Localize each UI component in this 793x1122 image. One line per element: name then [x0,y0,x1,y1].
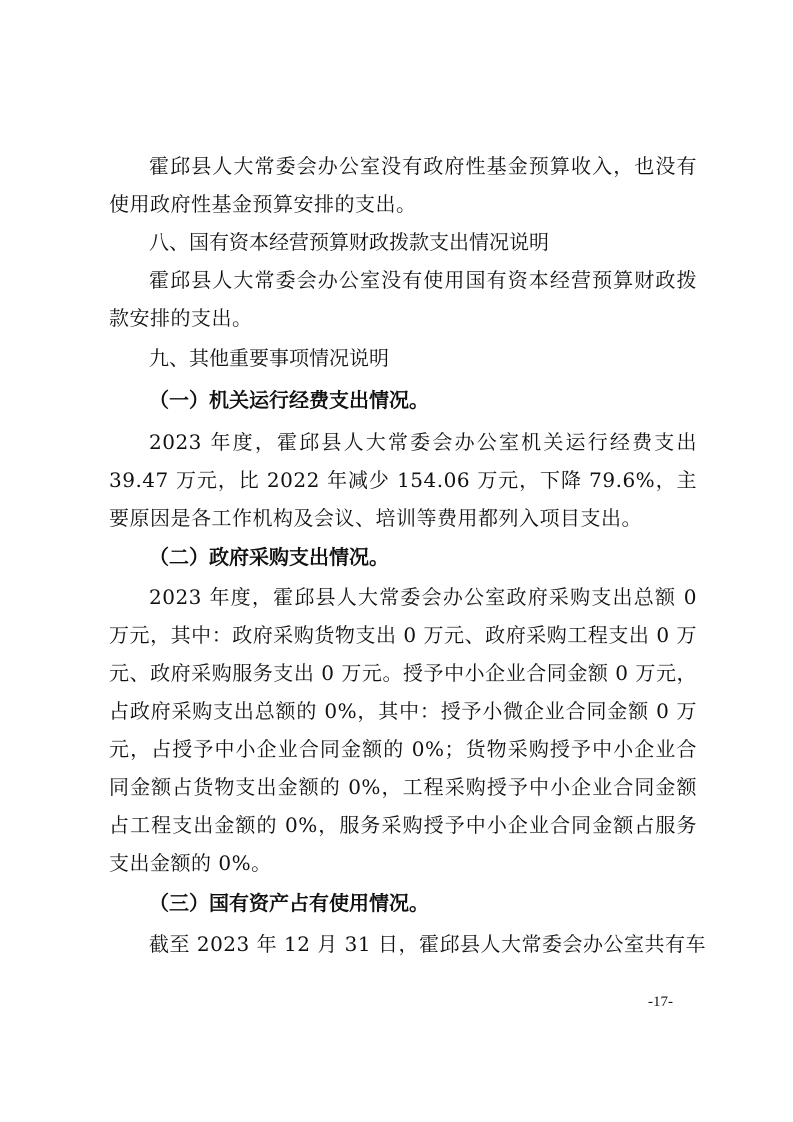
subsection-heading-3: （三）国有资产占有使用情况。 [149,891,429,915]
subsection-heading-1: （一）机关运行经费支出情况。 [149,388,429,412]
paragraph-state-capital: 霍邱县人大常委会办公室没有使用国有资本经营预算财政拨款安排的支出。 [109,268,697,330]
paragraph-government-fund: 霍邱县人大常委会办公室没有政府性基金预算收入，也没有使用政府性基金预算安排的支出。 [109,154,697,216]
section-heading-8: 八、国有资本经营预算财政拨款支出情况说明 [149,230,549,254]
section-heading-9: 九、其他重要事项情况说明 [149,346,389,370]
paragraph-state-assets: 截至 2023 年 12 月 31 日，霍邱县人大常委会办公室共有车 [149,932,706,956]
page-number: -17- [648,994,673,1010]
subsection-heading-2: （二）政府采购支出情况。 [149,545,389,569]
paragraph-operating-expenses: 2023 年度，霍邱县人大常委会办公室机关运行经费支出 39.47 万元，比 2022 年减少 154.06 万元，下降 79.6%，主要原因是各工作机构及会议、培训等费用都列入项目支出。 [109,430,697,530]
paragraph-procurement: 2023 年度，霍邱县人大常委会办公室政府采购支出总额 0 万元，其中：政府采购货物支出 0 万元、政府采购工程支出 0 万元、政府采购服务支出 0 万元。授予中小企业合同金额 0 万元，占政府采购支出总额的 0%，其中：授予小微企业合同金额 0 万元，占授予中小企业合同金额的 0%；货物采购授予中小企业合同金额占货物支出金额的 0%，工程采购授予中小企业合同金额占工程支出金额的 0%，服务采购授予中小企业合同金额占服务支出金额的 0%。 [109,585,697,875]
